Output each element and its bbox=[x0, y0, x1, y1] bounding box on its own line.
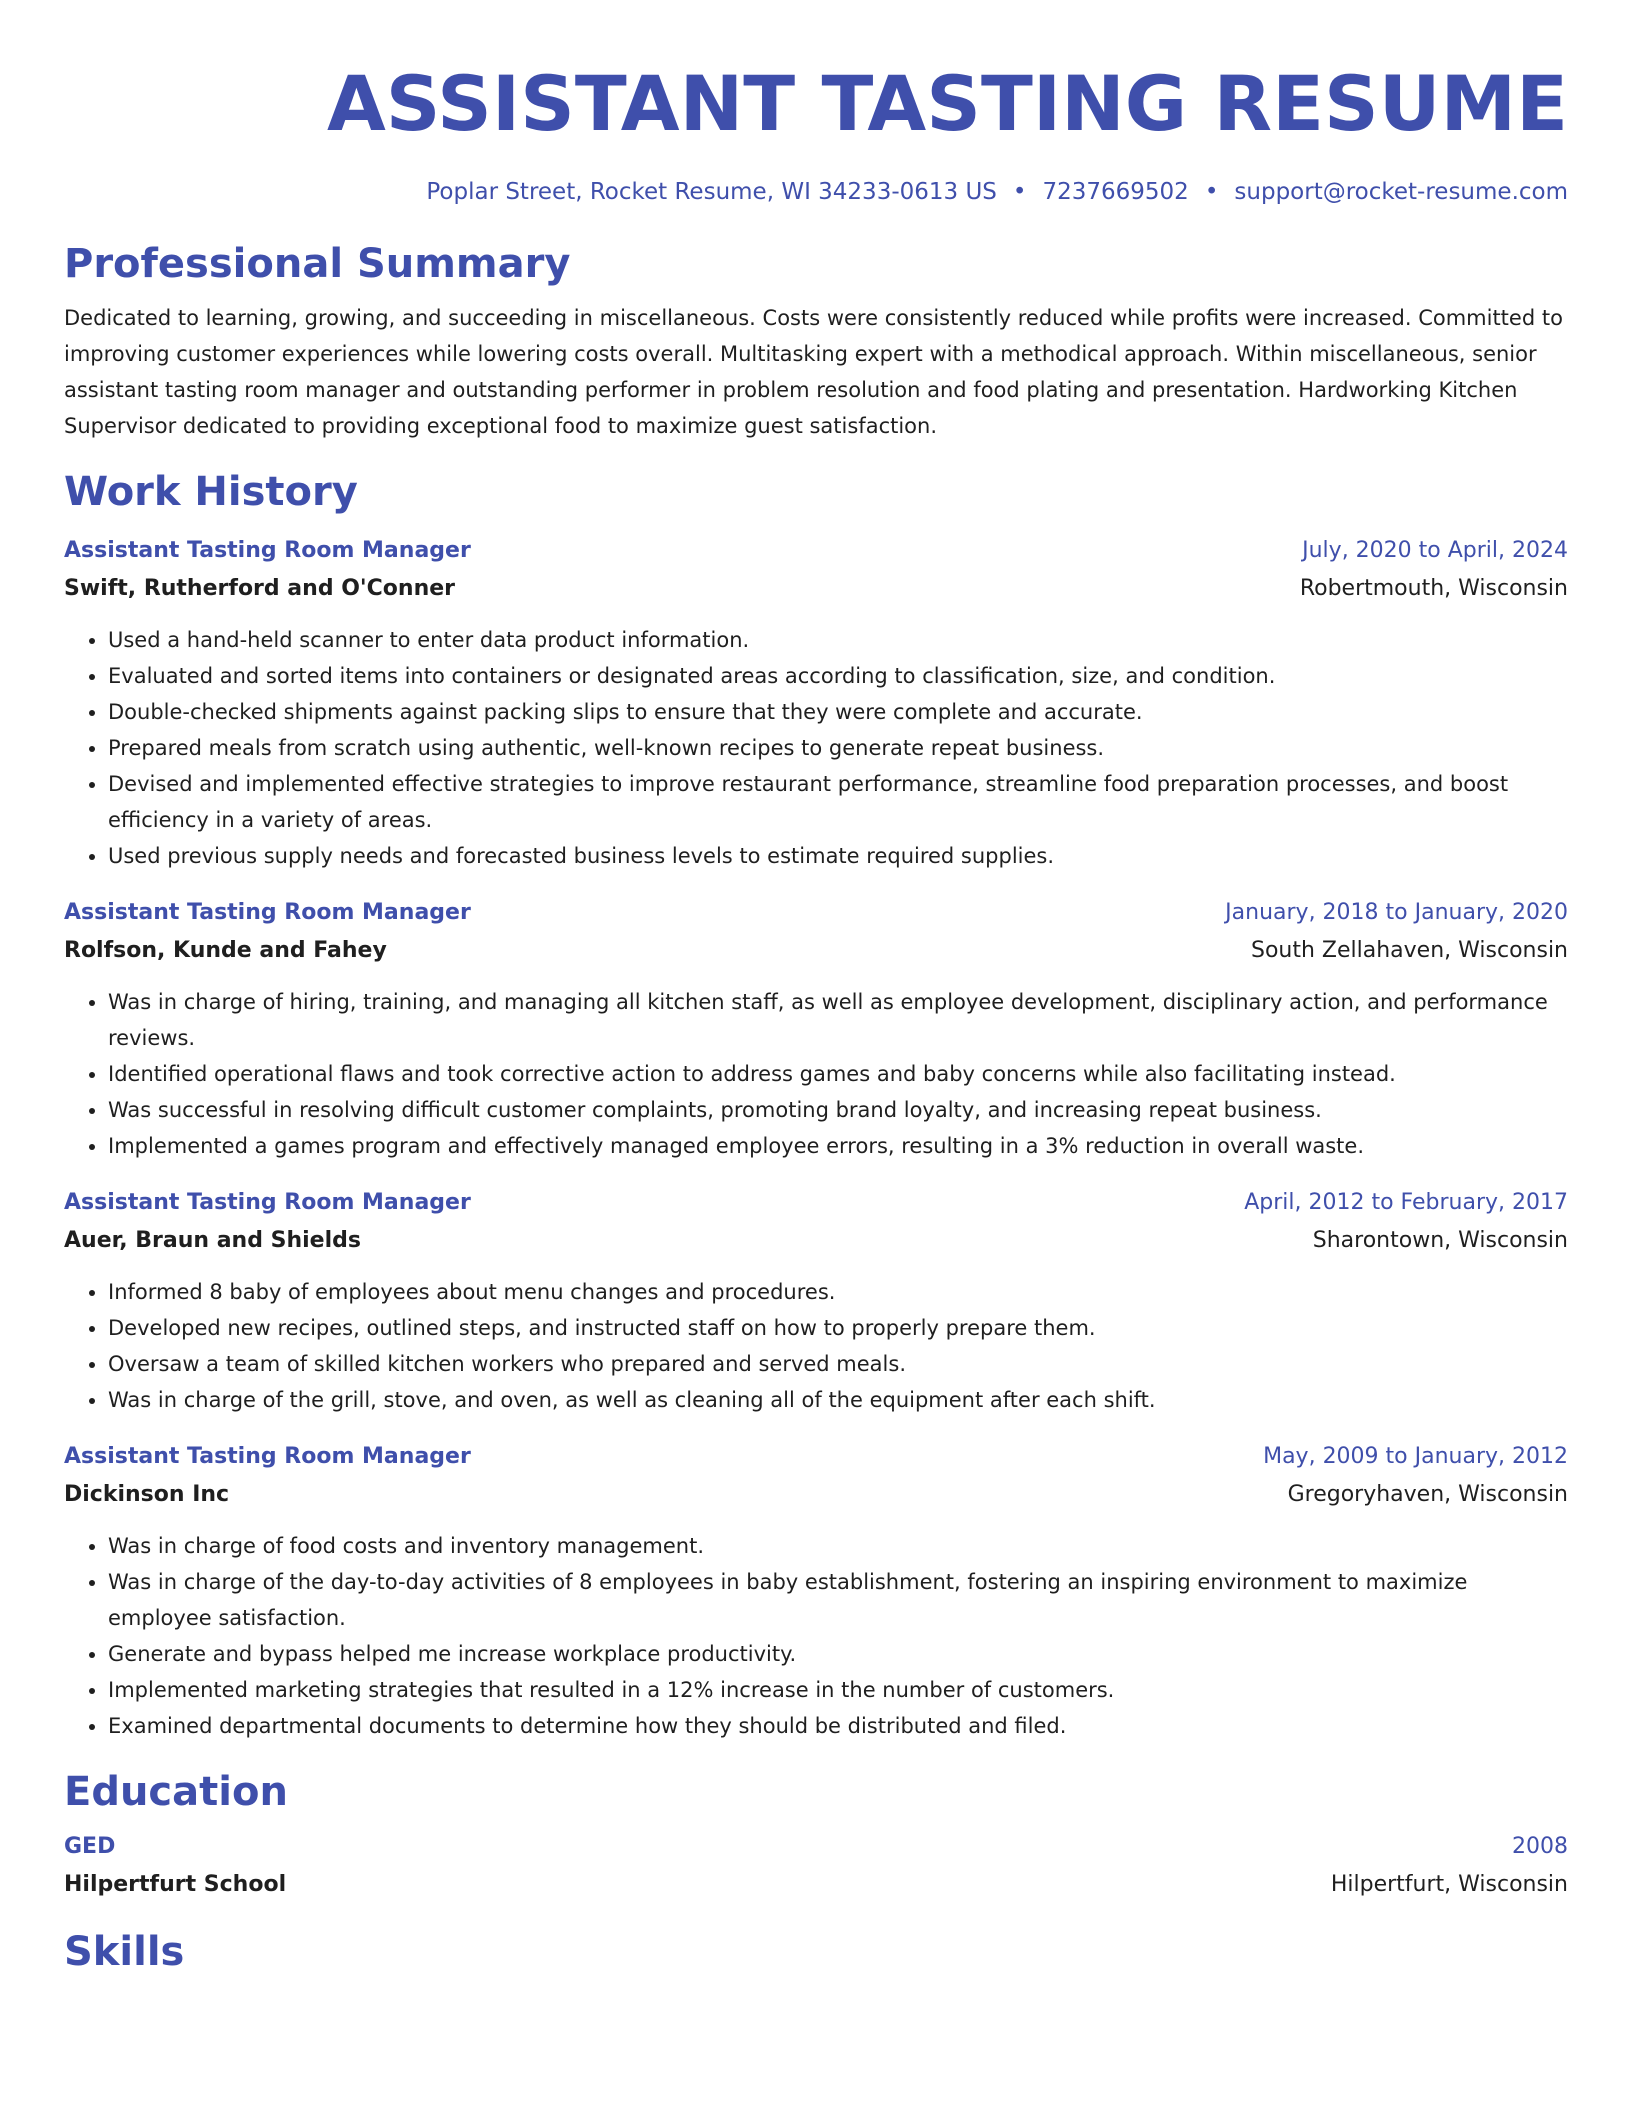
job-bullets bbox=[64, 1274, 1568, 1418]
job-bullets bbox=[64, 622, 1568, 874]
job-bullet: • Developed new recipes, outlined steps, and instructed staff on how to properly prepare them. bbox=[108, 1310, 1568, 1346]
contact-address: Poplar Street, Rocket Resume, WI 34233-0613 US bbox=[426, 179, 997, 205]
job-entry bbox=[64, 894, 1568, 1164]
job-bullet: • Was in charge of hiring, training, and managing all kitchen staff, as well as employee development, disciplinary action, and performance reviews. bbox=[108, 984, 1568, 1056]
resume-header bbox=[64, 56, 1568, 208]
job-bullet: • Oversaw a team of skilled kitchen workers who prepared and served meals. bbox=[108, 1346, 1568, 1382]
job-bullet: • Was in charge of the day-to-day activities of 8 employees in baby establishment, fostering an inspiring environment to maximize employee satisfaction. bbox=[108, 1564, 1568, 1636]
job-company: Rolfson, Kunde and Fahey bbox=[64, 938, 387, 963]
education-heading: Education bbox=[64, 1769, 288, 1815]
job-bullet: • Double-checked shipments against packing slips to ensure that they were complete and accurate. bbox=[108, 694, 1568, 730]
job-company: Swift, Rutherford and O'Conner bbox=[64, 576, 456, 601]
job-company-row bbox=[64, 1476, 1568, 1514]
job-dates: April, 2012 to February, 2017 bbox=[1244, 1190, 1568, 1215]
work-history-heading: Work History bbox=[64, 469, 358, 515]
job-bullet: • Implemented a games program and effectively managed employee errors, resulting in a 3% reduction in overall waste. bbox=[108, 1128, 1568, 1164]
job-dates: July, 2020 to April, 2024 bbox=[1302, 538, 1568, 563]
job-entry bbox=[64, 1438, 1568, 1744]
education-location: Hilpertfurt, Wisconsin bbox=[1330, 1872, 1568, 1897]
education-year: 2008 bbox=[1512, 1834, 1568, 1859]
job-bullet: • Informed 8 baby of employees about menu changes and procedures. bbox=[108, 1274, 1568, 1310]
job-bullet: • Identified operational flaws and took corrective action to address games and baby concerns while also facilitating instead. bbox=[108, 1056, 1568, 1092]
skills-heading: Skills bbox=[64, 1929, 185, 1975]
job-header-row bbox=[64, 894, 1568, 932]
education-entry bbox=[64, 1828, 1568, 1904]
job-bullet: • Was successful in resolving difficult customer complaints, promoting brand loyalty, and increasing repeat business. bbox=[108, 1092, 1568, 1128]
job-bullet: • Used a hand-held scanner to enter data product information. bbox=[108, 622, 1568, 658]
job-location: Sharontown, Wisconsin bbox=[1312, 1228, 1568, 1253]
job-bullet: • Implemented marketing strategies that resulted in a 12% increase in the number of customers. bbox=[108, 1672, 1568, 1708]
education-degree: GED bbox=[64, 1834, 116, 1859]
job-bullet: • Examined departmental documents to determine how they should be distributed and filed. bbox=[108, 1708, 1568, 1744]
job-location: South Zellahaven, Wisconsin bbox=[1250, 938, 1568, 963]
job-header-row bbox=[64, 532, 1568, 570]
job-title: Assistant Tasting Room Manager bbox=[64, 538, 471, 563]
job-location: Robertmouth, Wisconsin bbox=[1299, 576, 1568, 601]
contact-separator: • bbox=[1012, 179, 1027, 205]
job-bullet: • Prepared meals from scratch using authentic, well-known recipes to generate repeat business. bbox=[108, 730, 1568, 766]
contact-line bbox=[64, 176, 1568, 208]
job-entry bbox=[64, 1184, 1568, 1418]
contact-separator: • bbox=[1204, 179, 1219, 205]
job-bullets bbox=[64, 1528, 1568, 1744]
job-dates: May, 2009 to January, 2012 bbox=[1263, 1444, 1568, 1469]
job-dates: January, 2018 to January, 2020 bbox=[1225, 900, 1568, 925]
summary-heading: Professional Summary bbox=[64, 241, 571, 287]
job-company-row bbox=[64, 932, 1568, 970]
job-company: Auer, Braun and Shields bbox=[64, 1228, 361, 1253]
job-bullet: • Evaluated and sorted items into containers or designated areas according to classification, size, and condition. bbox=[108, 658, 1568, 694]
job-title: Assistant Tasting Room Manager bbox=[64, 1444, 471, 1469]
job-company-row bbox=[64, 1222, 1568, 1260]
job-entry bbox=[64, 532, 1568, 874]
job-bullet: • Generate and bypass helped me increase workplace productivity. bbox=[108, 1636, 1568, 1672]
education-header-row bbox=[64, 1828, 1568, 1866]
job-bullet: • Was in charge of food costs and inventory management. bbox=[108, 1528, 1568, 1564]
job-title: Assistant Tasting Room Manager bbox=[64, 900, 471, 925]
job-location: Gregoryhaven, Wisconsin bbox=[1287, 1482, 1568, 1507]
contact-email[interactable]: support@rocket-resume.com bbox=[1234, 179, 1568, 205]
education-school: Hilpertfurt School bbox=[64, 1872, 287, 1897]
contact-phone: 7237669502 bbox=[1042, 179, 1189, 205]
job-header-row bbox=[64, 1438, 1568, 1476]
summary-text: Dedicated to learning, growing, and succeeding in miscellaneous. Costs were consistently reduced while profits were increased. Committed to improving customer experiences while lowering costs overall. Multitasking expert with a methodical approach. Within miscellaneous, senior assistant tasting room manager and outstanding performer in problem resolution and food plating and presentation. Hardworking Kitchen Supervisor dedicated to providing exceptional food to maximize guest satisfaction. bbox=[64, 306, 1563, 438]
job-bullets bbox=[64, 984, 1568, 1164]
job-header-row bbox=[64, 1184, 1568, 1222]
job-bullet: • Used previous supply needs and forecasted business levels to estimate required supplies. bbox=[108, 838, 1568, 874]
education-school-row bbox=[64, 1866, 1568, 1904]
resume-name: ASSISTANT TASTING RESUME bbox=[326, 59, 1568, 148]
job-title: Assistant Tasting Room Manager bbox=[64, 1190, 471, 1215]
job-company-row bbox=[64, 570, 1568, 608]
resume-page bbox=[64, 56, 1568, 1978]
job-company: Dickinson Inc bbox=[64, 1482, 230, 1507]
job-bullet: • Was in charge of the grill, stove, and oven, as well as cleaning all of the equipment after each shift. bbox=[108, 1382, 1568, 1418]
job-bullet: • Devised and implemented effective strategies to improve restaurant performance, streamline food preparation processes, and boost efficiency in a variety of areas. bbox=[108, 766, 1568, 838]
